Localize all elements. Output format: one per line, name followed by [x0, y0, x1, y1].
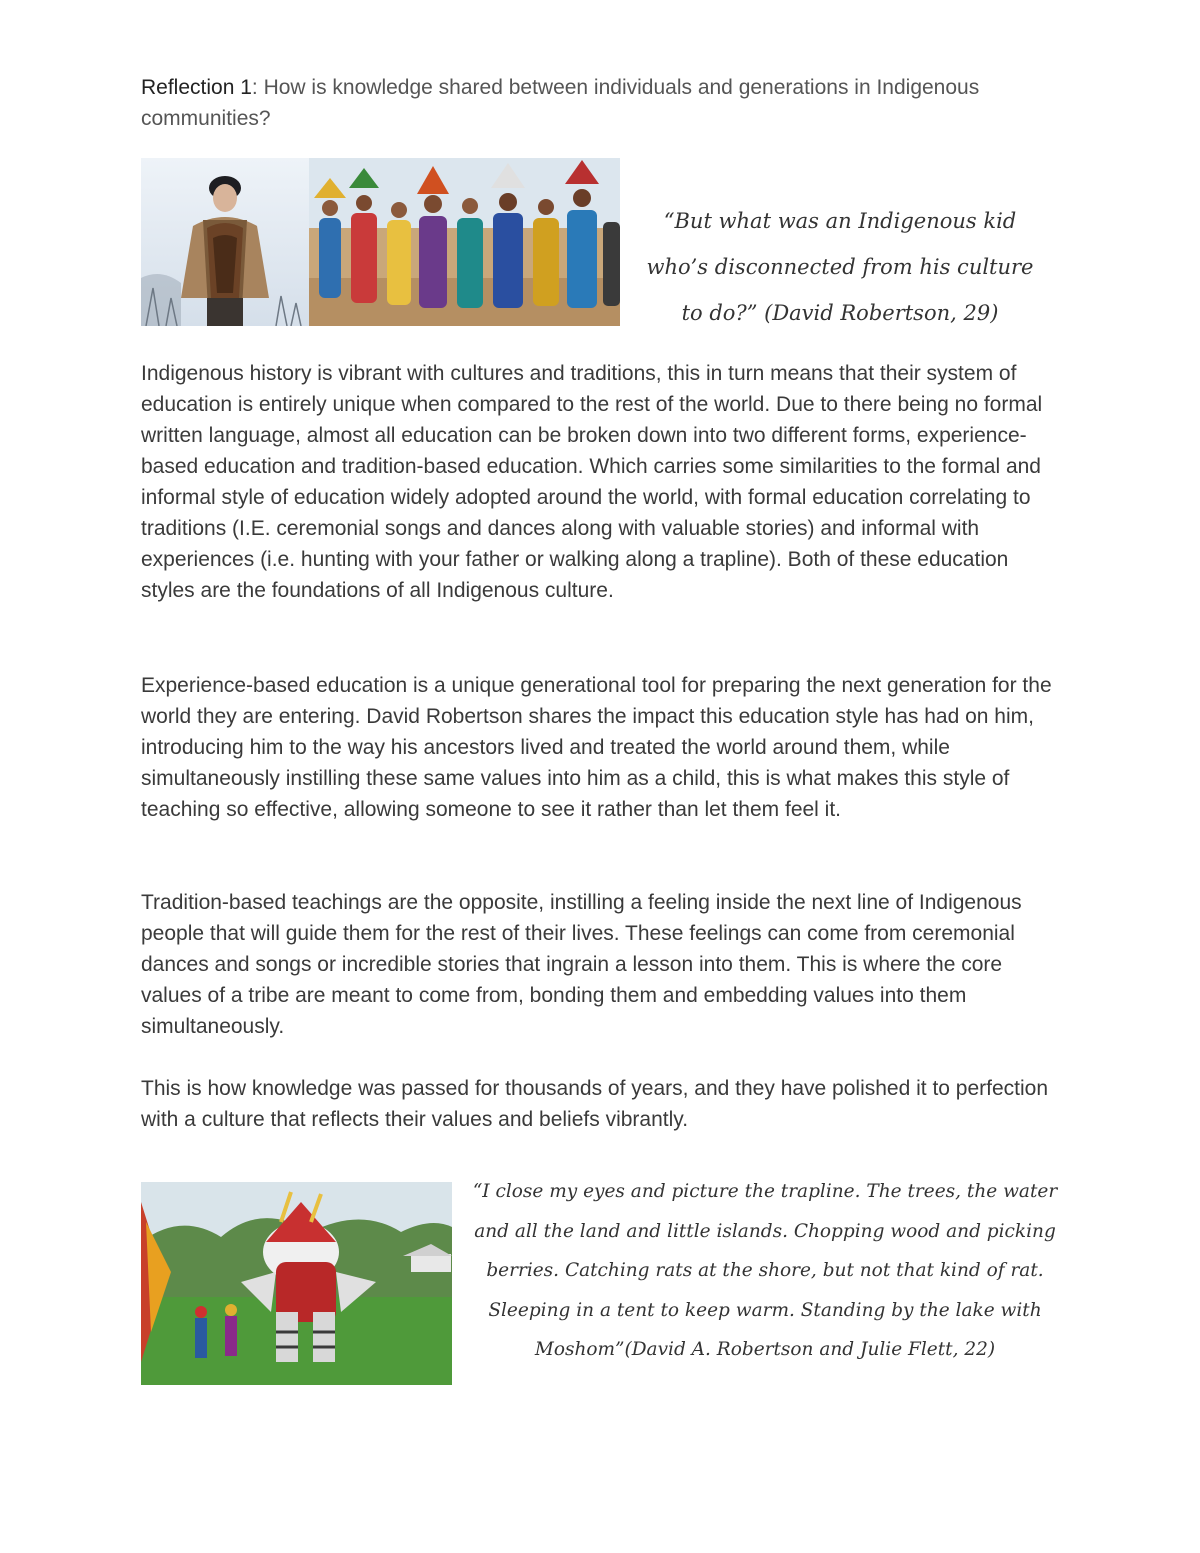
quote-robertson-29: “But what was an Indigenous kid who’s disconnected from his culture to do?” (David Robertson, 29)	[646, 209, 1034, 325]
reflection-heading	[141, 72, 1041, 134]
paragraph-intro: Indigenous history is vibrant with cultures and traditions, this in turn means that their system of education is entirely unique when compared to the rest of the world. Due to there being no formal written language, almost all education can be broken down into two different forms, experience-based education and tradition-based education. Which carries some similarities to the formal and informal style of education widely adopted around the world, with formal education correlating to traditions (I.E. ceremonial songs and dances along with valuable stories) and informal with experiences (i.e. hunting with your father or walking along a trapline). Both of these education styles are the foundations of all Indigenous culture.	[141, 362, 1043, 602]
reflection-label: Reflection 1	[141, 76, 252, 99]
paragraph-conclusion: This is how knowledge was passed for thousands of years, and they have polished it to perfection with a culture that reflects their values and beliefs vibrantly.	[141, 1077, 1049, 1131]
reflection-question: : How is knowledge shared between individuals and generations in Indigenous communities?	[141, 76, 980, 130]
quote-robertson-flett-22: “I close my eyes and picture the trapline. The trees, the water and all the land and little islands. Chopping wood and picking berries. Catching rats at the shore, but not that kind of rat. Sleeping in a tent to keep warm. Standing by the lake with Moshom”(David A. Robertson and Julie Flett, 22)	[472, 1181, 1058, 1360]
photo-fancy-dancer	[141, 1182, 452, 1385]
photo-man-with-furs	[141, 158, 309, 326]
paragraph-experience-based: Experience-based education is a unique generational tool for preparing the next generation for the world they are entering. David Robertson shares the impact this education style has had on him, introducing him to the way his ancestors lived and treated the world around them, while simultaneously instilling these same values into him as a child, this is what makes this style of teaching so effective, allowing someone to see it rather than let them feel it.	[141, 674, 1052, 821]
paragraph-tradition-based: Tradition-based teachings are the opposite, instilling a feeling inside the next line of Indigenous people that will guide them for the rest of their lives. These feelings can come from ceremonial dances and songs or incredible stories that ingrain a lesson into them. This is where the core values of a tribe are meant to come from, bonding them and embedding values into them simultaneously.	[141, 891, 1022, 1038]
photo-powwow-dancers	[309, 158, 620, 326]
